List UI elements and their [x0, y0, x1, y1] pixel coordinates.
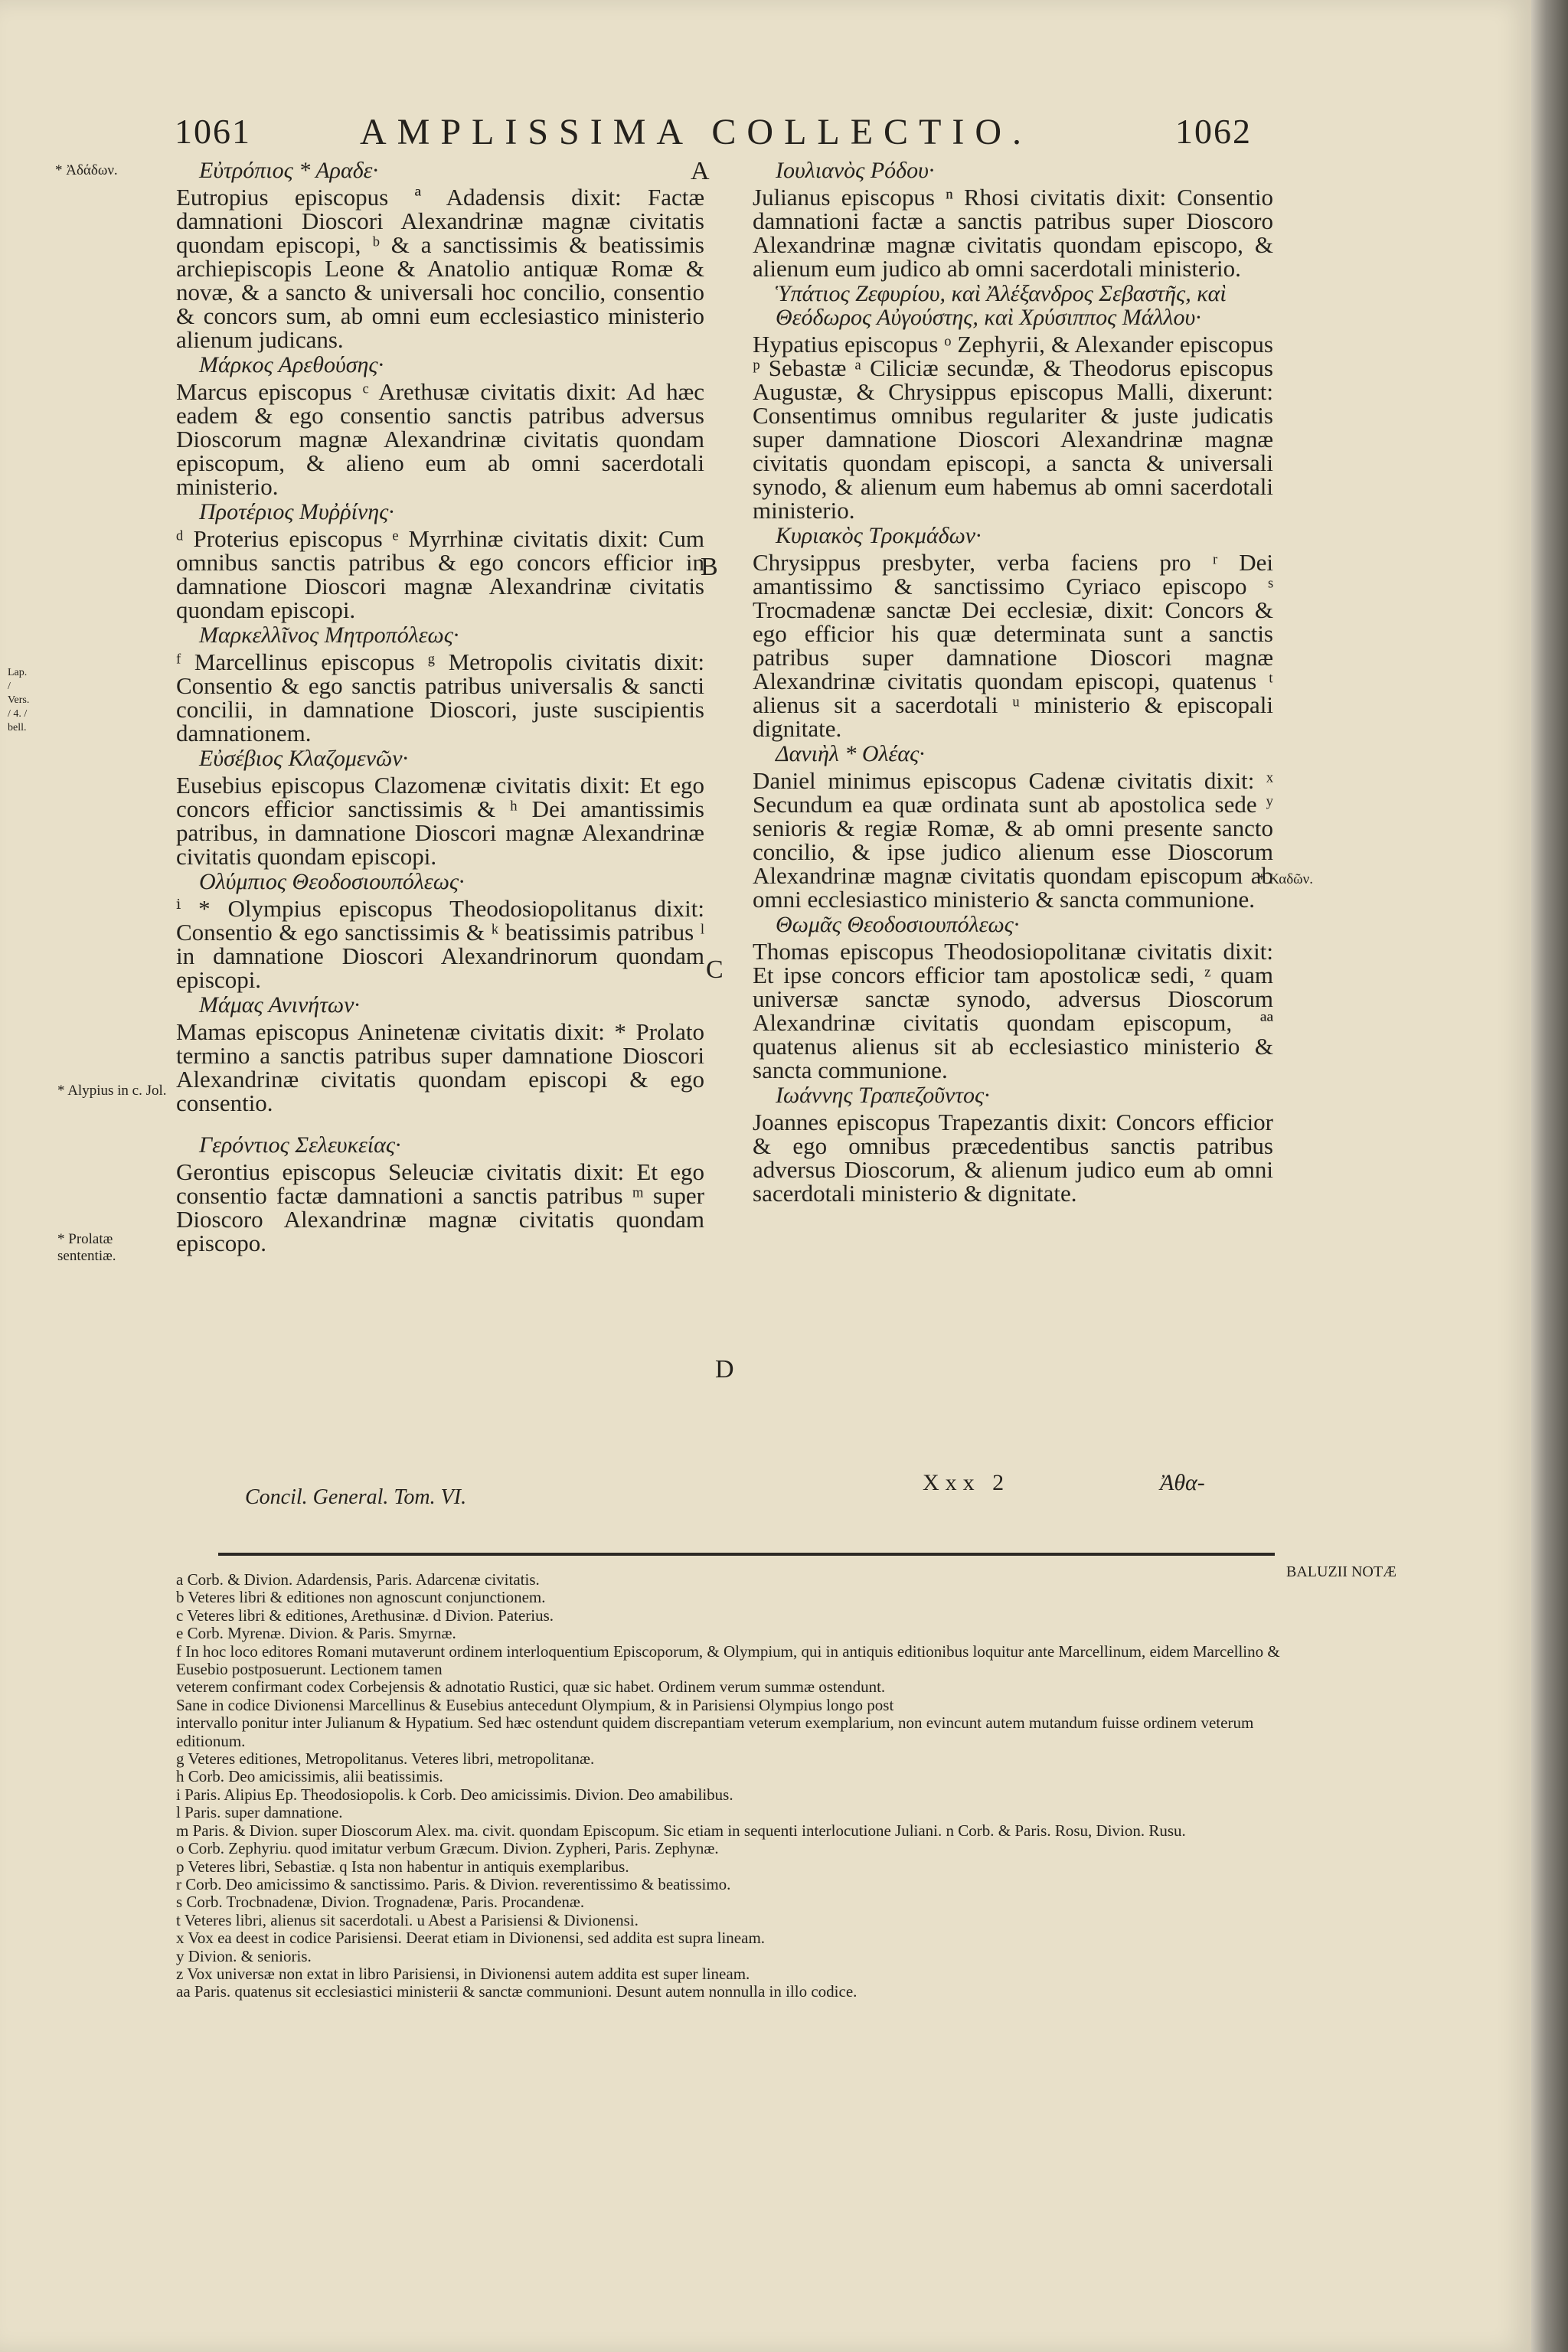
footnote: a Corb. & Divion. Adardensis, Paris. Adarcenæ civitatis. [176, 1571, 540, 1589]
latin-paragraph: Hypatius episcopus ᵒ Zephyrii, & Alexander episcopus ᵖ Sebastæ ᵃ Ciliciæ secundæ, & Theodorus episcopus Augustæ, & Chrysippus episcopus Malli, dixerunt: Consentimus omnibus regulariter & juste judicatis super damnatione Dioscori Alexandrinæ magnæ civitatis quondam episcopi, a sancta & universali synodo, & alienum eum habemus ab omni sacerdotali ministerio. [753, 331, 1273, 524]
left-text-column [176, 157, 704, 1255]
footnote: t Veteres libri, alienus sit sacerdotali. u Abest a Parisiensi & Divionensi. [176, 1911, 639, 1929]
footnote: g Veteres editiones, Metropolitanus. Veteres libri, metropolitanæ. [176, 1750, 595, 1769]
latin-paragraph: Joannes episcopus Trapezantis dixit: Concors efficior & ego omnibus præcedentibus sanctis patribus adversus Dioscorum, & alienum judico eum ab omni sacerdotali ministerio & dignitate. [753, 1109, 1273, 1207]
greek-heading: Ὑπάτιος Ζεφυρίου, καὶ Ἀλέξανδρος Σεβαστῆς, καὶ Θεόδωρος Αὐγούστης, καὶ Χρύσιππος Μάλλου· [776, 281, 1227, 330]
greek-heading: Θωμᾶς Θεοδοσιουπόλεως· [776, 912, 1020, 937]
greek-heading: Ολύμπιος Θεοδοσιουπόλεως· [199, 869, 465, 894]
greek-heading: Μαρκελλῖνος Μητροπόλεως· [199, 622, 459, 648]
latin-paragraph: ᵈ Proterius episcopus ᵉ Myrrhinæ civitatis dixit: Cum omnibus sanctis patribus & ego concors efficior in damnatione Dioscori magnæ Alexandrinæ civitatis quondam episcopi. [176, 525, 704, 623]
latin-paragraph: Gerontius episcopus Seleuciæ civitatis dixit: Et ego consentio factæ damnationi a sanctis patribus ᵐ super Dioscoro Alexandrinæ magnæ civitatis quondam episcopo. [176, 1158, 704, 1256]
footnote: p Veteres libri, Sebastiæ. q Ista non habentur in antiquis exemplaribus. [176, 1857, 629, 1876]
book-gutter [1531, 0, 1568, 2352]
latin-paragraph: Thomas episcopus Theodosiopolitanæ civitatis dixit: Et ipse concors efficior tam apostolicæ sedi, ᶻ quam universæ sanctæ synodo, adversus Dioscorum Alexandrinæ civitatis quondam episcopum, ªª quatenus alienus sit ab ecclesiastico ministerio & sancta communione. [753, 938, 1273, 1083]
greek-heading: Κυριακὸς Τροκμάδων· [776, 523, 982, 548]
footnote: h Corb. Deo amicissimis, alii beatissimis. [176, 1768, 443, 1786]
greek-heading: Εὐτρόπιος * Αραδε· [199, 158, 378, 183]
latin-paragraph: Eutropius episcopus ª Adadensis dixit: Factæ damnationi Dioscori Alexandrinæ magnæ civitatis quondam episcopi, ᵇ & a sanctissimis & beatissimis archiepiscopis Leone & Anatolio antiquæ Romæ & novæ, & a sancto & universali hoc concilio, consentio & concors sum, ab omni eum ecclesiastico ministerio alienum judicans. [176, 184, 704, 353]
greek-heading: Ιουλιανὸς Ρόδου· [776, 158, 935, 183]
latin-paragraph: Daniel minimus episcopus Cadenæ civitatis dixit: ˣ Secundum ea quæ ordinata sunt ab apostolica sede ʸ senioris & regiæ Romæ, & ab omni presente sancto concilio, & ipse judico alienum esse Dioscorum Alexandrinæ magnæ civitatis quondam episcopum ab omni ecclesiastico ministerio & sancta communione. [753, 767, 1273, 913]
latin-paragraph: Marcus episcopus ᶜ Arethusæ civitatis dixit: Ad hæc eadem & ego consentio sanctis patribus adversus Dioscorum magnæ Alexandrinæ civitatis quondam episcopum, & alieno eum ab omni sacerdotali ministerio. [176, 378, 704, 500]
latin-paragraph: Chrysippus presbyter, verba faciens pro ʳ Dei amantissimo & sanctissimo Cyriaco episcopo ˢ Trocmadenæ sanctæ Dei ecclesiæ, dixit: Concors & ego efficior his quæ determinata sunt a sanctis patribus super damnatione Dioscori magnæ Alexandrinæ civitatis quondam episcopi, quatenus ᵗ alienus sit a sacerdotali ᵘ ministerio & episcopali dignitate. [753, 549, 1273, 742]
latin-paragraph: ᶠ Marcellinus episcopus ᵍ Metropolis civitatis dixit: Consentio & ego sanctis patribus universalis & sancti concilii, in damnatione Dioscori, juste suscipientis damnationem. [176, 648, 704, 746]
latin-paragraph: ⁱ * Olympius episcopus Theodosiopolitanus dixit: Consentio & ego sanctissimis & ᵏ beatissimis patribus ˡ in damnatione Dioscori Alexandrinorum quondam episcopi. [176, 895, 704, 993]
footnote: z Vox universæ non extat in libro Parisiensi, in Divionensi autem addita est super lineam. [176, 1965, 750, 1983]
greek-heading: Μάρκος Αρεθούσης· [199, 352, 384, 377]
footnote: y Divion. & senioris. [176, 1947, 312, 1965]
catchword: Ἀθα- [1160, 1470, 1205, 1495]
latin-paragraph: Mamas episcopus Aninetenæ civitatis dixit: * Prolato termino a sanctis patribus super damnatione Dioscori Alexandrinæ civitatis quondam episcopi & ego consentio. [176, 1018, 704, 1116]
signature-mark: Xxx 2 [923, 1470, 1011, 1495]
footnote: b Veteres libri & editiones non agnoscunt conjunctionem. [176, 1589, 546, 1607]
footnote: l Paris. super damnatione. [176, 1804, 343, 1822]
footnote: r Corb. Deo amicissimo & sanctissimo. Paris. & Divion. reverentissimo & beatissimo. [176, 1875, 731, 1893]
greek-heading: Δανιὴλ * Ολέας· [776, 741, 925, 766]
footnote: e Corb. Myrenæ. Divion. & Paris. Smyrnæ. [176, 1625, 456, 1643]
footnote: c Veteres libri & editiones, Arethusinæ. d Divion. Paterius. [176, 1606, 554, 1625]
footnote: m Paris. & Divion. super Dioscorum Alex. ma. civit. quondam Episcopum. Sic etiam in sequenti interlocutione Juliani. n Corb. & Paris. Rosu, Divion. Rusu. [176, 1821, 1186, 1840]
right-text-column [753, 157, 1273, 1205]
footnote: intervallo ponitur inter Julianum & Hypatium. Sed hæc ostendunt quidem discrepantiam veterum exemplarium, non evincunt autem mutandum fuisse ordinem veterum editionum. [176, 1714, 1254, 1750]
footnote: o Corb. Zephyriu. quod imitatur verbum Græcum. Divion. Zypheri, Paris. Zephynæ. [176, 1840, 719, 1858]
column-letter-c: C [706, 956, 724, 984]
footnote: f In hoc loco editores Romani mutaverunt ordinem interloquentium Episcoporum, & Olympium, qui in antiquis editionibus loquitur ante Marcellinum, eidem Marcellino & Eusebio postposuerunt. Lectionem tamen [176, 1642, 1280, 1679]
greek-heading: Προτέριος Μυῤῥίνης· [199, 499, 394, 524]
latin-paragraph: Julianus episcopus ⁿ Rhosi civitatis dixit: Consentio damnationi factæ a sanctis patribus super Dioscoro Alexandrinæ magnæ civitatis quondam episcopo, & alienum eum judico ab omni sacerdotali ministerio. [753, 184, 1273, 282]
margin-note-alypius: * Alypius in c. Jol. [57, 1083, 167, 1099]
column-letter-a: A [691, 157, 710, 185]
column-letter-d: D [715, 1355, 734, 1383]
greek-heading: Μάμας Ανινήτων· [199, 992, 360, 1018]
page-number-left: 1061 [175, 112, 251, 151]
running-title: AMPLISSIMA COLLECTIO. [360, 112, 1033, 152]
footnote: aa Paris. quatenus sit ecclesiastici ministerii & sanctæ communioni. Desunt autem nonnulla in illo codice. [176, 1983, 858, 2001]
footnote: x Vox ea deest in codice Parisiensi. Deerat etiam in Divionensi, sed addita est supra lineam. [176, 1929, 766, 1948]
margin-note-kadon: * Καδῶν. [1258, 871, 1314, 887]
margin-note-adadon: * Ἀδάδων. [55, 162, 118, 178]
baluzii-notes-label: BALUZII NOTÆ [1286, 1563, 1396, 1580]
footnote: i Paris. Alipius Ep. Theodosiopolis. k Corb. Deo amicissimis. Divion. Deo amabilibus. [176, 1785, 733, 1804]
footnotes [176, 1571, 1282, 2001]
greek-heading: Γερόντιος Σελευκείας· [199, 1132, 401, 1158]
column-letter-b: B [701, 553, 718, 581]
footnote: Sane in codice Divionensi Marcellinus & Eusebius antecedunt Olympium, & in Parisiensi Olympius longo post [176, 1696, 894, 1714]
margin-note-prolatae: * Prolatæ sententiæ. [57, 1231, 116, 1264]
page-number-right: 1062 [1175, 112, 1252, 151]
greek-heading: Ιωάννης Τραπεζοῦντος· [776, 1083, 990, 1108]
footnote-rule [218, 1553, 1275, 1556]
signature-line: Concil. General. Tom. VI. [245, 1485, 467, 1509]
footnote: s Corb. Trocbnadenæ, Divion. Trognadenæ, Paris. Procandenæ. [176, 1893, 585, 1912]
margin-note-lapidary: Lap. / Vers. / 4. / bell. [8, 667, 30, 733]
latin-paragraph: Eusebius episcopus Clazomenæ civitatis dixit: Et ego concors efficior sanctissimis & ʰ Dei amantissimis patribus, in damnatione Dioscori magnæ Alexandrinæ civitatis quondam episcopi. [176, 772, 704, 870]
footnote: veterem confirmant codex Corbejensis & adnotatio Rustici, quæ sic habet. Ordinem verum summæ ostendunt. [176, 1678, 886, 1697]
greek-heading: Εὐσέβιος Κλαζομενῶν· [199, 746, 409, 771]
